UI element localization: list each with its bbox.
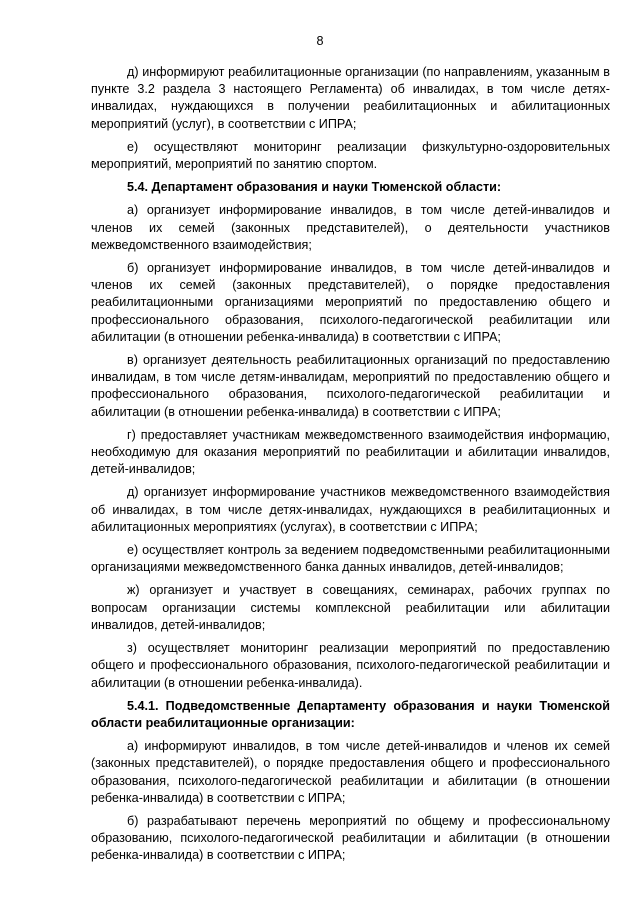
paragraph-b-inform-education: б) организует информирование инвалидов, в том числе детей-инвалидов и членов их семей (законных представителей), о порядке предоставления реабилитационными организациями мероприятий по предоставлению общего и профессионального образования, психолого-педагогической реабилитации или абилитации (в отношении ребенка-инвалида) в соответствии с ИПРА; — [91, 261, 610, 344]
paragraph-b-develop-list: б) разрабатывают перечень мероприятий по общему и профессиональному образованию, психолого-педагогической реабилитации и абилитации (в отношении ребенка-инвалида) в соответствии с ИПРА; — [91, 813, 610, 863]
paragraph-g-provide-info: г) предоставляет участникам межведомственного взаимодействия информацию, необходимую для оказания мероприятий по реабилитации и абилитации инвалидов, детей-инвалидов; — [91, 427, 610, 477]
page-number: 8 — [316, 34, 324, 48]
paragraph-a-inform-participants: а) организует информирование инвалидов, в том числе детей-инвалидов и членов их семей (законных представителей), о деятельности участников межведомственного взаимодействия; — [91, 203, 610, 252]
paragraph-e-control-databank: е) осуществляет контроль за ведением подведомственными реабилитационными организациями межведомственного банка данных инвалидов, детей-инвалидов; — [91, 543, 610, 575]
paragraph-d-inform-interagency: д) организует информирование участников межведомственного взаимодействия об инвалидах, в том числе детях-инвалидах, нуждающихся в реабилитационных и абилитационных мероприятиях (услугах), в соответствии с ИПРА; — [91, 485, 610, 534]
paragraph-zh-meetings: ж) организует и участвует в совещаниях, семинарах, рабочих группах по вопросам организации системы комплексной реабилитации или абилитации инвалидов, детей-инвалидов; — [91, 583, 610, 632]
paragraph-z-monitoring-education: з) осуществляет мониторинг реализации мероприятий по предоставлению общего и профессионального образования, психолого-педагогической реабилитации и абилитации (в отношении ребенка-инвалида). — [91, 641, 610, 690]
paragraph-e-monitoring-sport: е) осуществляют мониторинг реализации физкультурно-оздоровительных мероприятий, мероприятий по занятию спортом. — [91, 139, 610, 172]
document-body — [91, 64, 610, 871]
section-heading-5-4-1: 5.4.1. Подведомственные Департаменту образования и науки Тюменской области реабилитационные организации: — [91, 698, 610, 730]
section-heading-5-4: 5.4. Департамент образования и науки Тюменской области: — [127, 180, 502, 195]
paragraph-d-inform-rehab-orgs: д) информируют реабилитационные организации (по направлениям, указанным в пункте 3.2 раздела 3 настоящего Регламента) об инвалидах, в том числе детях-инвалидах, нуждающихся в получении реабилитационных и абилитационных мероприятий (услуг), в соответствии с ИПРА; — [91, 65, 610, 131]
paragraph-v-organize-activity: в) организует деятельность реабилитационных организаций по предоставлению инвалидам, в том числе детям-инвалидам, мероприятий по предоставлению общего и профессионального образования, психолого-педагогической реабилитации и абилитации (в отношении ребенка-инвалида) в соответствии с ИПРА; — [91, 353, 610, 419]
paragraph-a-inform-invalids: а) информируют инвалидов, в том числе детей-инвалидов и членов их семей (законных представителей), о порядке предоставления общего и профессионального образования, психолого-педагогической реабилитации и абилитации (в отношении ребенка-инвалида) в соответствии с ИПРА; — [91, 739, 610, 805]
